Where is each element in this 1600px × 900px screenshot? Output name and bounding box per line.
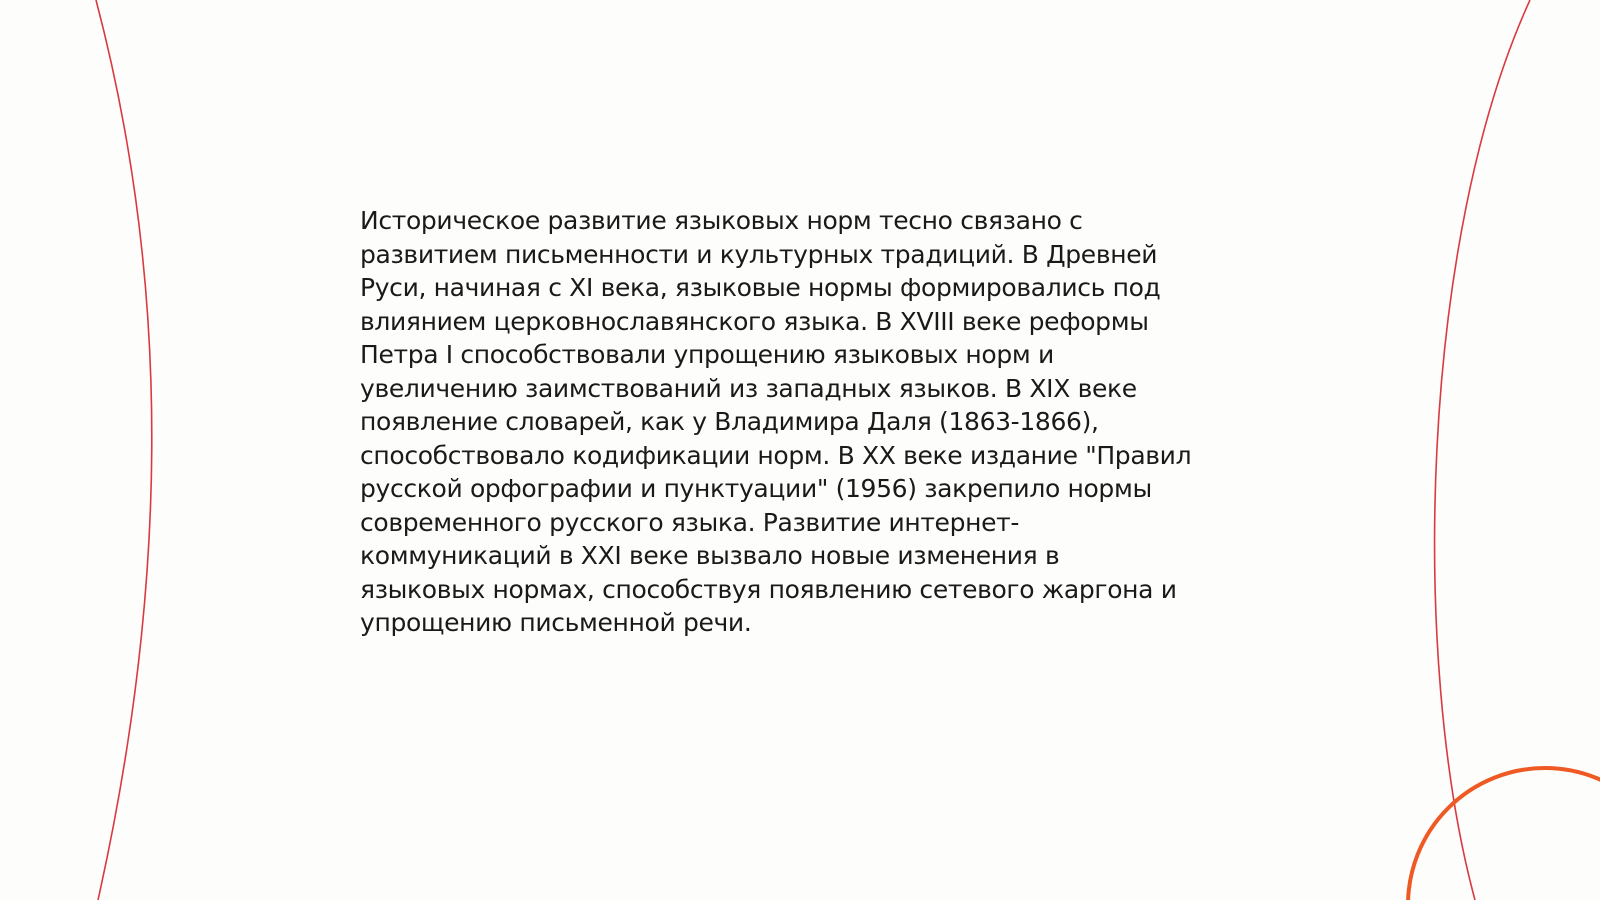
- paragraph-line: упрощению письменной речи.: [360, 608, 752, 637]
- paragraph-line: Руси, начиная с XI века, языковые нормы формировались под: [360, 273, 1161, 302]
- paragraph-line: способствовало кодификации норм. В XX веке издание "Правил: [360, 440, 1192, 470]
- paragraph-line: Историческое развитие языковых норм тесно связано с: [360, 206, 1083, 235]
- paragraph-line: русской орфографии и пунктуации" (1956) закрепило нормы: [360, 474, 1152, 503]
- paragraph-line: современного русского языка. Развитие интернет-: [360, 507, 1020, 537]
- paragraph-line: коммуникаций в XXI веке вызвало новые изменения в: [360, 541, 1060, 570]
- paragraph-line: Петра I способствовали упрощению языковых норм и: [360, 340, 1054, 369]
- paragraph-line: увеличению заимствований из западных языков. В XIX веке: [360, 373, 1137, 403]
- paragraph-line: влиянием церковнославянского языка. В XVIII веке реформы: [360, 306, 1149, 336]
- slide-paragraph: [360, 204, 1260, 640]
- accent-arc: [1408, 768, 1600, 900]
- left-curve-line: [96, 0, 152, 900]
- right-curve-line: [1435, 0, 1530, 900]
- paragraph-line: появление словарей, как у Владимира Даля (1863-1866),: [360, 407, 1099, 436]
- paragraph-line: развитием письменности и культурных традиций. В Древней: [360, 239, 1158, 269]
- paragraph-line: языковых нормах, способствуя появлению сетевого жаргона и: [360, 574, 1177, 604]
